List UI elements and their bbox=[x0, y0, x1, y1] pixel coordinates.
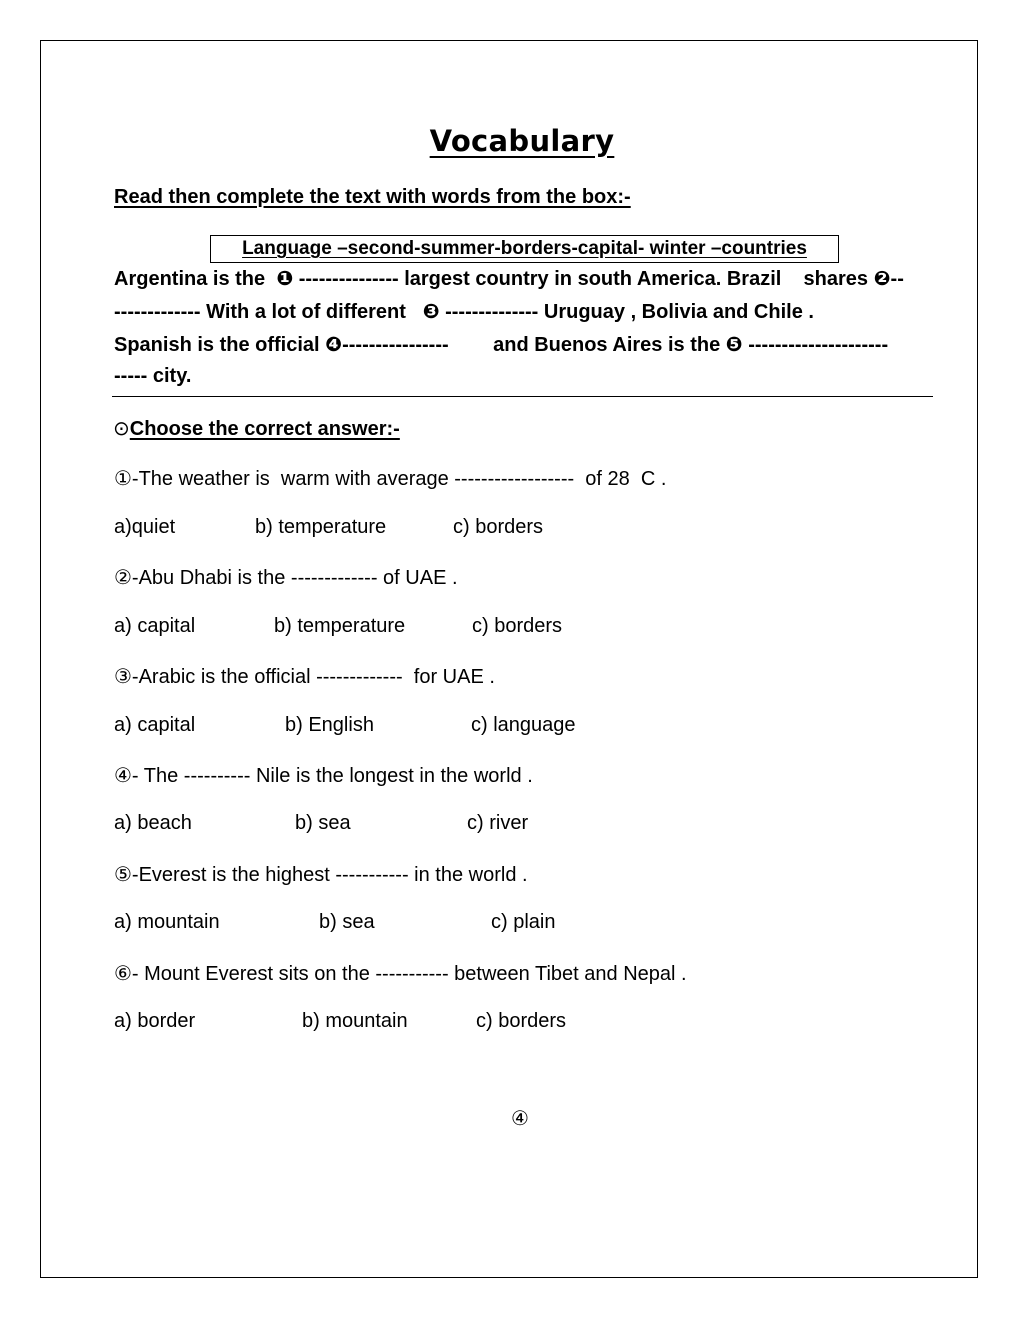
question-2-option-b: b) temperature bbox=[274, 615, 406, 637]
question-5: ⑤-Everest is the highest ----------- in the world . bbox=[114, 864, 528, 886]
question-5-option-c: c) plain bbox=[491, 911, 556, 933]
question-6-option-a: a) border bbox=[114, 1010, 196, 1032]
passage-line-4: ----- city. bbox=[114, 365, 192, 387]
page-border bbox=[40, 40, 978, 1278]
passage-line-1: Argentina is the ❶ --------------- largest country in south America. Brazil shares ❷-- bbox=[114, 268, 904, 290]
word-box bbox=[210, 235, 839, 263]
passage-line-2: ------------- With a lot of different ❸ -------------- Uruguay , Bolivia and Chile . bbox=[114, 301, 814, 323]
word-box-text: Language –second-summer-borders-capital- winter –countries bbox=[242, 238, 807, 259]
question-5-option-b: b) sea bbox=[319, 911, 375, 933]
question-6: ⑥- Mount Everest sits on the ----------- between Tibet and Nepal . bbox=[114, 963, 687, 985]
question-4: ④- The ---------- Nile is the longest in the world . bbox=[114, 765, 533, 787]
question-1-option-c: c) borders bbox=[453, 516, 544, 538]
question-3-option-b: b) English bbox=[285, 714, 374, 736]
instruction-text: Read then complete the text with words from the box:- bbox=[114, 186, 631, 208]
question-1-option-a: a)quiet bbox=[114, 516, 176, 538]
page-number: ④ bbox=[511, 1108, 529, 1130]
question-6-option-b: b) mountain bbox=[302, 1010, 408, 1032]
circle-dot-icon: ⊙ bbox=[113, 418, 130, 440]
question-3-option-c: c) language bbox=[471, 714, 576, 736]
question-2: ②-Abu Dhabi is the ------------- of UAE . bbox=[114, 567, 458, 589]
question-4-option-c: c) river bbox=[467, 812, 529, 834]
question-6-option-c: c) borders bbox=[476, 1010, 567, 1032]
passage-line-3: Spanish is the official ❹---------------- and Buenos Aires is the ❺ --------------------- bbox=[114, 334, 889, 356]
question-1: ①-The weather is warm with average ------------------ of 28 C . bbox=[114, 468, 667, 490]
section-label: Choose the correct answer:- bbox=[129, 418, 400, 440]
question-3-option-a: a) capital bbox=[114, 714, 196, 736]
question-3: ③-Arabic is the official ------------- for UAE . bbox=[114, 666, 495, 688]
question-4-option-a: a) beach bbox=[114, 812, 192, 834]
page-title: Vocabulary bbox=[429, 124, 615, 158]
question-1-option-b: b) temperature bbox=[255, 516, 387, 538]
question-2-option-c: c) borders bbox=[472, 615, 563, 637]
question-2-option-a: a) capital bbox=[114, 615, 196, 637]
question-5-option-a: a) mountain bbox=[114, 911, 220, 933]
section-heading bbox=[113, 416, 400, 441]
question-4-option-b: b) sea bbox=[295, 812, 351, 834]
section-divider bbox=[112, 396, 933, 397]
